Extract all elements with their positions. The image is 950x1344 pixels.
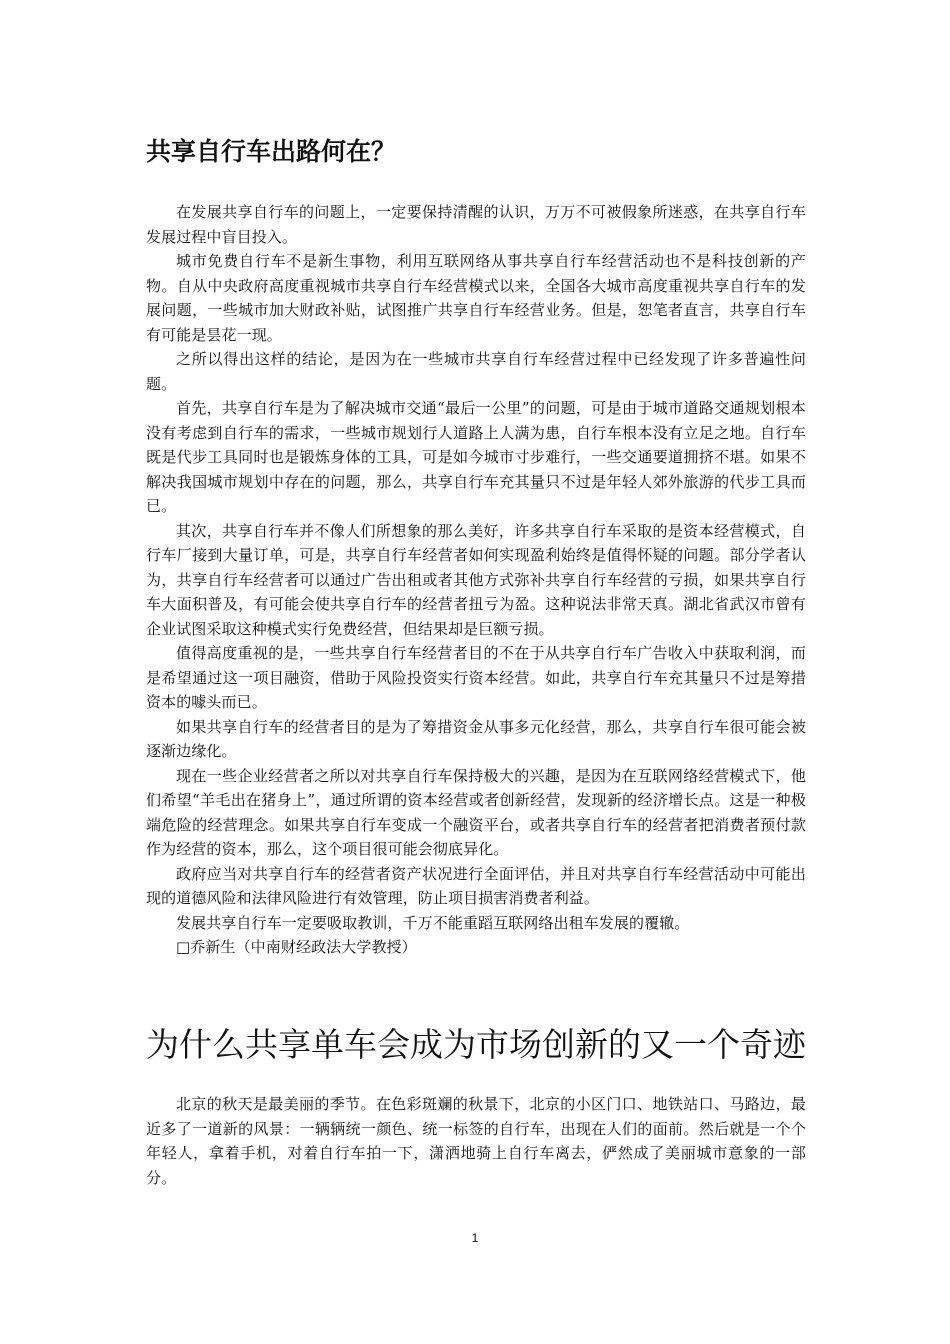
paragraph: 现在一些企业经营者之所以对共享自行车保持极大的兴趣，是因为在互联网络经营模式下，他们希望“羊毛出在猪身上”，通过所谓的资本经营或者创新经营，发现新的经济增长点。这是一种极端危险的经营理念。如果共享自行车变成一个融资平台，或者共享自行车的经营者把消费者预付款作为经营的资本，那么，这个项目很可能会彻底异化。 [146, 766, 806, 858]
article-body-2 [146, 1092, 806, 1190]
paragraph: 北京的秋天是最美丽的季节。在色彩斑斓的秋景下，北京的小区门口、地铁站口、马路边，最近多了一道新的风景：一辆辆统一颜色、统一标签的自行车，出现在人们的面前。然后就是一个个年轻人，拿着手机，对着自行车拍一下，潇洒地骑上自行车离去，俨然成了美丽城市意象的一部分。 [146, 1095, 806, 1187]
article-title-2: 为什么共享单车会成为市场创新的又一个奇迹 [146, 1025, 806, 1064]
article-body [146, 200, 806, 960]
paragraph: 政府应当对共享自行车的经营者资产状况进行全面评估，并且对共享自行车经营活动中可能出现的道德风险和法律风险进行有效管理，防止项目损害消费者利益。 [146, 864, 806, 907]
paragraph: 如果共享自行车的经营者目的是为了筹措资金从事多元化经营，那么，共享自行车很可能会被逐渐边缘化。 [146, 717, 806, 760]
paragraph: 首先，共享自行车是为了解决城市交通“最后一公里”的问题，可是由于城市道路交通规划根本没有考虑到自行车的需求，一些城市规划行人道路上人满为患，自行车根本没有立足之地。自行车既是代步工具同时也是锻炼身体的工具，可是如今城市寸步难行，一些交通要道拥挤不堪。如果不解决我国城市规划中存在的问题，那么，共享自行车充其量只不过是年轻人郊外旅游的代步工具而已。 [146, 399, 806, 515]
paragraph: 在发展共享自行车的问题上，一定要保持清醒的认识，万万不可被假象所迷惑，在共享自行车发展过程中盲目投入。 [146, 203, 806, 246]
paragraph: 值得高度重视的是，一些共享自行车经营者目的不在于从共享自行车广告收入中获取利润，而是希望通过这一项目融资，借助于风险投资实行资本经营。如此，共享自行车充其量只不过是筹措资本的噱头而已。 [146, 644, 806, 711]
paragraph: 之所以得出这样的结论，是因为在一些城市共享自行车经营过程中已经发现了许多普遍性问题。 [146, 350, 806, 393]
page-number: 1 [471, 1231, 479, 1245]
paragraph: 城市免费自行车不是新生事物，利用互联网络从事共享自行车经营活动也不是科技创新的产物。自从中央政府高度重视城市共享自行车经营模式以来，全国各大城市高度重视共享自行车的发展问题，一些城市加大财政补贴，试图推广共享自行车经营业务。但是，恕笔者直言，共享自行车有可能是昙花一现。 [146, 252, 806, 344]
paragraph: 其次，共享自行车并不像人们所想象的那么美好，许多共享自行车采取的是资本经营模式，自行车厂接到大量订单，可是，共享自行车经营者如何实现盈利始终是值得怀疑的问题。部分学者认为，共享自行车经营者可以通过广告出租或者其他方式弥补共享自行车经营的亏损，如果共享自行车大面积普及，有可能会使共享自行车的经营者扭亏为盈。这种说法非常天真。湖北省武汉市曾有企业试图采取这种模式实行免费经营，但结果却是巨额亏损。 [146, 521, 806, 638]
article-title: 共享自行车出路何在？ [146, 137, 397, 166]
author-byline: □乔新生（中南财经政法大学教授） [176, 938, 417, 956]
paragraph: 发展共享自行车一定要吸取教训，千万不能重蹈互联网络出租车发展的覆辙。 [176, 913, 690, 932]
